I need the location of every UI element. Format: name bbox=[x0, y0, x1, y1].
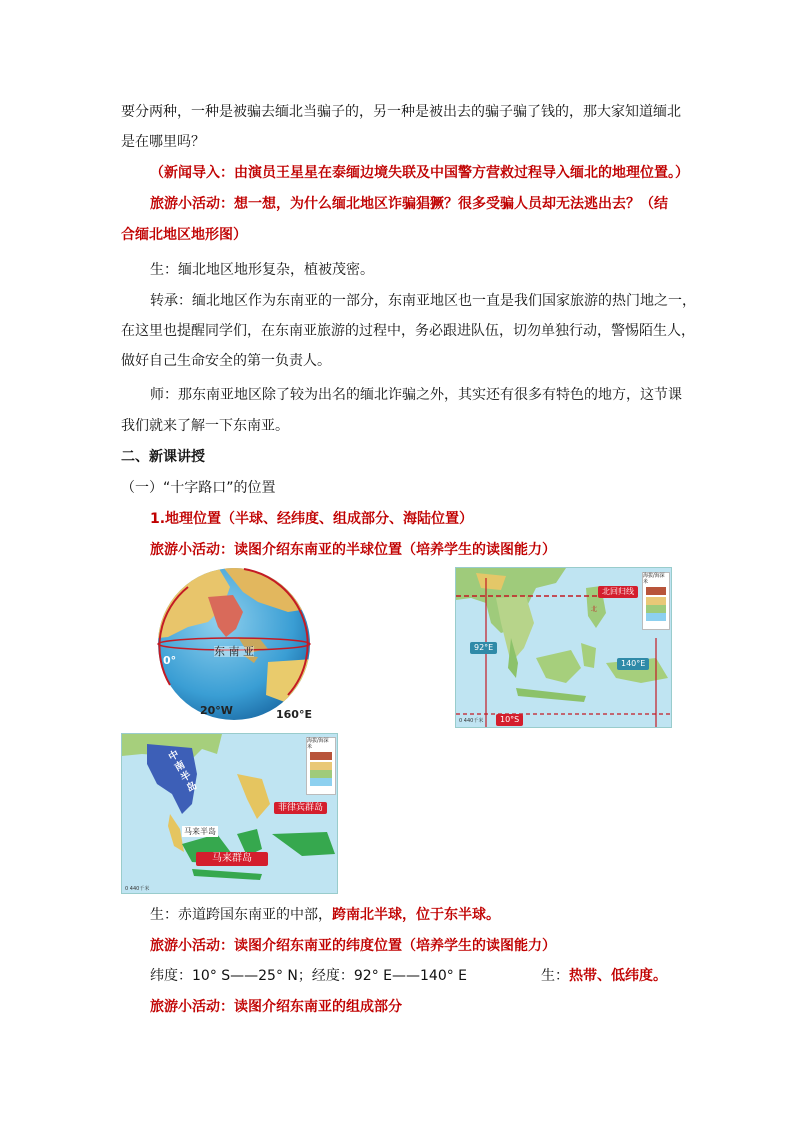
student-answer-3-prefix: 生： bbox=[541, 968, 569, 984]
label-philippines: 菲律宾群岛 bbox=[274, 802, 327, 814]
transition-text: 转承：缅北地区作为东南亚的一部分，东南亚地区也一直是我们国家旅游的热门地之一， bbox=[150, 293, 696, 309]
news-intro: （新闻导入：由演员王星星在泰缅边境失联及中国警方营救过程导入缅北的地理位置。） bbox=[150, 165, 689, 181]
student-answer-3-highlight: 热带、低纬度。 bbox=[569, 968, 667, 984]
map-composition bbox=[121, 733, 338, 894]
section-heading: 二、新课讲授 bbox=[121, 449, 205, 465]
label-malay-peninsula: 马来半岛 bbox=[184, 827, 216, 836]
student-answer-3 bbox=[541, 967, 667, 985]
map-scale: 0 440千米 bbox=[459, 718, 484, 724]
map-small-label: 北 bbox=[591, 606, 598, 613]
student-answer: 生：缅北地区地形复杂，植被茂密。 bbox=[150, 262, 374, 278]
activity-think-cont: 合缅北地区地形图） bbox=[121, 227, 247, 243]
student-answer-2-prefix: 生：赤道跨国东南亚的中部， bbox=[150, 907, 332, 923]
lon-tag-92e: 92°E bbox=[470, 642, 497, 654]
map-legend bbox=[642, 572, 670, 630]
student-answer-2 bbox=[150, 906, 500, 924]
transition-text: 做好自己生命安全的第一负责人。 bbox=[121, 353, 331, 369]
student-answer-2-highlight: 跨南北半球，位于东半球。 bbox=[332, 907, 500, 923]
map-latlon bbox=[455, 567, 672, 728]
transition-text: 在这里也提醒同学们，在东南亚旅游的过程中，务必跟进队伍，切勿单独行动，警惕陌生人， bbox=[121, 323, 695, 339]
latlon-range: 纬度：10° S——25° N；经度：92° E——140° E bbox=[150, 968, 468, 984]
teacher-text: 我们就来了解一下东南亚。 bbox=[121, 418, 289, 434]
paragraph-line: 是在哪里吗？ bbox=[121, 134, 205, 150]
map-legend bbox=[306, 737, 336, 795]
point-heading: 1.地理位置（半球、经纬度、组成部分、海陆位置） bbox=[150, 511, 474, 527]
tropic-tag: 北回归线 bbox=[598, 586, 638, 598]
lon-tag-140e: 140°E bbox=[617, 658, 649, 670]
label-malay-archipelago: 马来群岛 bbox=[196, 852, 268, 866]
teacher-text: 师：那东南亚地区除了较为出名的缅北诈骗之外，其实还有很多有特色的地方，这节课 bbox=[150, 387, 682, 403]
map-scale: 0 440千米 bbox=[125, 886, 150, 892]
paragraph-line: 要分两种，一种是被骗去缅北当骗子的，另一种是被出去的骗子骗了钱的，那大家知道缅北 bbox=[121, 104, 681, 120]
globe-lon-label: 160°E bbox=[276, 708, 312, 721]
lat-tag-10s: 10°S bbox=[496, 714, 523, 726]
label-indochina-peninsula: 中南半岛 bbox=[167, 749, 200, 795]
activity-latitude: 旅游小活动：读图介绍东南亚的纬度位置（培养学生的读图能力） bbox=[150, 938, 556, 954]
globe-figure bbox=[148, 567, 320, 723]
activity-composition: 旅游小活动：读图介绍东南亚的组成部分 bbox=[150, 999, 402, 1015]
globe-region-label: 东 南 亚 bbox=[214, 645, 254, 658]
activity-think: 旅游小活动：想一想，为什么缅北地区诈骗猖獗？很多受骗人员却无法逃出去？（结 bbox=[150, 196, 668, 212]
globe-lon-label: 20°W bbox=[200, 704, 233, 717]
subsection-heading: （一）“十字路口”的位置 bbox=[121, 480, 276, 496]
globe-lat-label: 0° bbox=[163, 654, 177, 667]
legend-title: 海拔/海深 米 bbox=[307, 738, 329, 750]
activity-hemisphere: 旅游小活动：读图介绍东南亚的半球位置（培养学生的读图能力） bbox=[150, 542, 556, 558]
legend-title: 海拔/海深 米 bbox=[643, 573, 665, 585]
